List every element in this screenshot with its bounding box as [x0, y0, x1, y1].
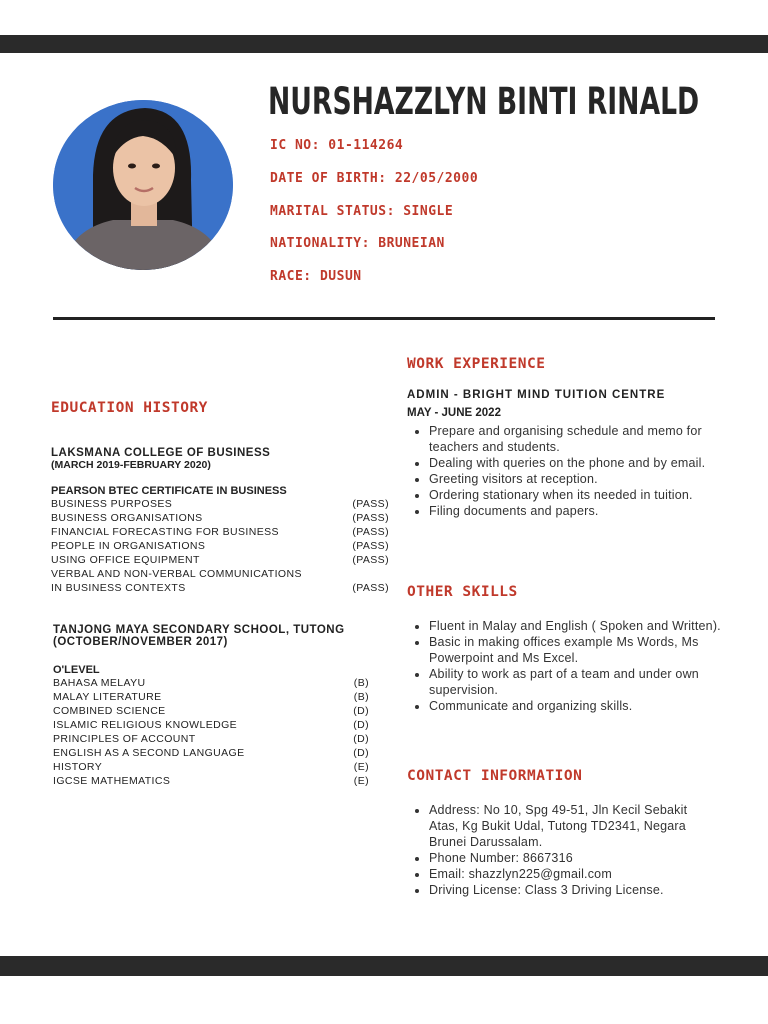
skills-section [407, 618, 727, 714]
subject-grade: (PASS) [352, 498, 389, 510]
subject-grade: (D) [353, 705, 369, 717]
subject-row [51, 525, 389, 539]
subject-name: PRINCIPLES OF ACCOUNT [53, 733, 196, 745]
subject-name: IGCSE MATHEMATICS [53, 775, 171, 787]
subject-name: COMBINED SCIENCE [53, 705, 166, 717]
subject-grade: (E) [353, 775, 369, 787]
subject-row [53, 704, 369, 718]
school-name: LAKSMANA COLLEGE OF BUSINESS [51, 447, 271, 459]
subject-row [53, 774, 369, 788]
skills-title: OTHER SKILLS [407, 584, 518, 600]
skills-list [407, 618, 727, 714]
subject-list [51, 497, 389, 595]
subject-grade: (B) [353, 677, 369, 689]
school-dates: (MARCH 2019-FEBRUARY 2020) [51, 459, 211, 471]
contact-item: • Phone Number: 8667316 [429, 850, 697, 866]
subject-list [53, 676, 369, 788]
contact-list [407, 802, 697, 898]
school-name: TANJONG MAYA SECONDARY SCHOOL, TUTONG [53, 624, 345, 636]
duty-item: • Filing documents and papers. [429, 503, 727, 519]
subject-name: MALAY LITERATURE [53, 691, 162, 703]
duty-item: • Dealing with queries on the phone and by email. [429, 455, 727, 471]
portrait-image [53, 100, 233, 270]
ic-number: IC NO: 01-114264 [270, 138, 404, 153]
subject-row [53, 718, 369, 732]
subject-name: ISLAMIC RELIGIOUS KNOWLEDGE [53, 719, 238, 731]
subject-grade: (PASS) [352, 582, 389, 594]
date-of-birth: DATE OF BIRTH: 22/05/2000 [270, 171, 479, 186]
race: RACE: DUSUN [270, 269, 362, 284]
duty-item: • Greeting visitors at reception. [429, 471, 727, 487]
subject-grade: (PASS) [352, 540, 389, 552]
subject-name: BAHASA MELAYU [53, 677, 146, 689]
contact-item: • Email: shazzlyn225@gmail.com [429, 866, 697, 882]
skill-item: • Basic in making offices example Ms Words, Ms Powerpoint and Ms Excel. [429, 634, 727, 666]
skill-item: • Communicate and organizing skills. [429, 698, 727, 714]
subject-row [53, 676, 369, 690]
subject-grade: (PASS) [352, 512, 389, 524]
subject-name: ENGLISH AS A SECOND LANGUAGE [53, 747, 245, 759]
subject-name: VERBAL AND NON-VERBAL COMMUNICATIONS [51, 568, 302, 580]
subject-row [53, 746, 369, 760]
subject-name: BUSINESS PURPOSES [51, 498, 173, 510]
profile-photo [53, 100, 233, 270]
education-title: EDUCATION HISTORY [51, 400, 208, 416]
contact-item: • Address: No 10, Spg 49-51, Jln Kecil Sebakit Atas, Kg Bukit Udal, Tutong TD2341, Negara Brunei Darussalam. [429, 802, 697, 850]
duty-item: • Ordering stationary when its needed in tuition. [429, 487, 727, 503]
subject-grade: (PASS) [352, 554, 389, 566]
subject-row [51, 567, 389, 581]
header-divider [53, 317, 715, 320]
marital-status: MARITAL STATUS: SINGLE [270, 204, 454, 219]
contact-section [407, 802, 697, 898]
work-section [407, 389, 727, 519]
school-dates: (OCTOBER/NOVEMBER 2017) [53, 636, 228, 648]
subject-name: IN BUSINESS CONTEXTS [51, 582, 186, 594]
subject-grade: (E) [353, 761, 369, 773]
subject-row [51, 511, 389, 525]
duties-list [407, 423, 727, 519]
job-title: ADMIN - BRIGHT MIND TUITION CENTRE [407, 389, 666, 401]
subject-grade: (PASS) [352, 526, 389, 538]
subject-grade: (D) [353, 719, 369, 731]
education-school-1 [51, 447, 389, 595]
subject-row [51, 497, 389, 511]
duty-item: • Prepare and organising schedule and memo for teachers and students. [429, 423, 727, 455]
subject-name: PEOPLE IN ORGANISATIONS [51, 540, 206, 552]
skill-item: • Fluent in Malay and English ( Spoken and Written). [429, 618, 727, 634]
contact-item: • Driving License: Class 3 Driving License. [429, 882, 697, 898]
skill-item: • Ability to work as part of a team and under own supervision. [429, 666, 727, 698]
contact-title: CONTACT INFORMATION [407, 768, 583, 784]
subject-row [53, 732, 369, 746]
subject-grade: (D) [353, 733, 369, 745]
subject-row [51, 581, 389, 595]
candidate-name: NURSHAZZLYN BINTI RINALD [268, 80, 700, 123]
job-dates: MAY - JUNE 2022 [407, 407, 501, 419]
certificate-title: O'LEVEL [53, 664, 100, 676]
education-school-2 [53, 624, 369, 788]
subject-grade: (D) [353, 747, 369, 759]
subject-row [53, 760, 369, 774]
subject-name: FINANCIAL FORECASTING FOR BUSINESS [51, 526, 279, 538]
nationality: NATIONALITY: BRUNEIAN [270, 236, 445, 251]
subject-row [53, 690, 369, 704]
subject-grade: (B) [353, 691, 369, 703]
subject-name: BUSINESS ORGANISATIONS [51, 512, 203, 524]
certificate-title: PEARSON BTEC CERTIFICATE IN BUSINESS [51, 485, 287, 497]
subject-row [51, 539, 389, 553]
subject-name: USING OFFICE EQUIPMENT [51, 554, 200, 566]
top-bar [0, 35, 768, 53]
bottom-bar [0, 956, 768, 976]
subject-row [51, 553, 389, 567]
subject-name: HISTORY [53, 761, 103, 773]
work-title: WORK EXPERIENCE [407, 356, 546, 372]
